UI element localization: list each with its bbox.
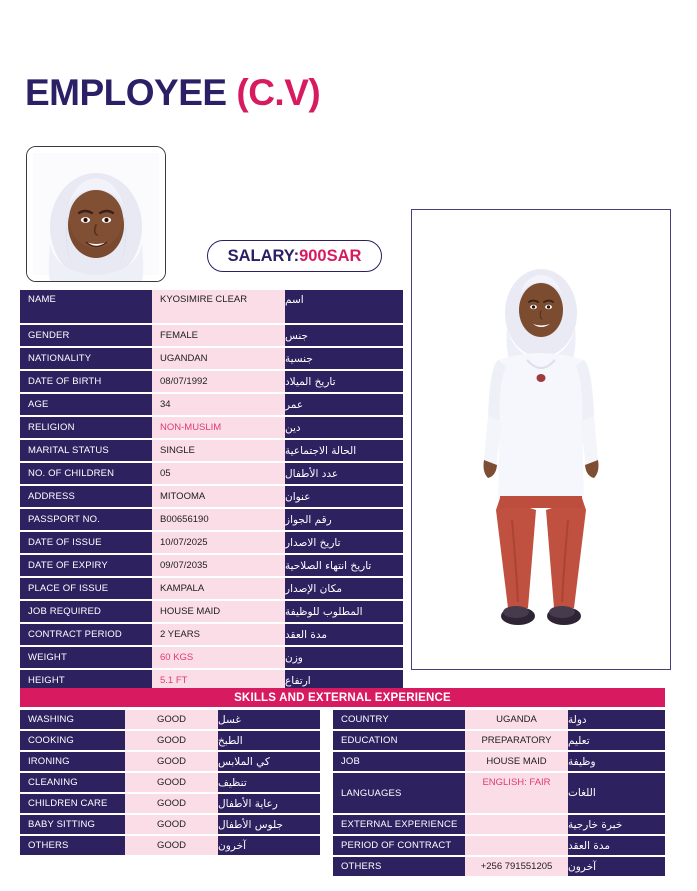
row-label: CHILDREN CARE [20, 794, 125, 813]
table-row [20, 555, 403, 576]
row-label: AGE [20, 394, 152, 415]
row-value: GOOD [125, 752, 218, 771]
row-value: 10/07/2025 [152, 532, 285, 553]
table-row [20, 394, 403, 415]
salary-label: SALARY: [227, 246, 300, 265]
row-label-arabic: تنظيف [218, 773, 320, 792]
table-row [20, 463, 403, 484]
row-value: SINGLE [152, 440, 285, 461]
row-label-arabic: اللغات [568, 773, 665, 813]
row-value: KYOSIMIRE CLEAR [152, 290, 285, 323]
row-label-arabic: تاريخ انتهاء الصلاحية [285, 555, 403, 576]
row-value: GOOD [125, 773, 218, 792]
page-title [25, 74, 320, 111]
row-label-arabic: غسل [218, 710, 320, 729]
row-label: GENDER [20, 325, 152, 346]
row-label-arabic: تاريخ الميلاد [285, 371, 403, 392]
row-label: PERIOD OF CONTRACT [333, 836, 465, 855]
row-label: WASHING [20, 710, 125, 729]
table-row [20, 647, 403, 668]
row-label-arabic: آخرون [218, 836, 320, 855]
table-row [20, 578, 403, 599]
table-row [333, 773, 665, 813]
employee-info-table [20, 290, 403, 693]
table-row [333, 815, 665, 834]
row-label: HEIGHT [20, 670, 152, 691]
row-value: GOOD [125, 836, 218, 855]
row-label-arabic: تاريخ الاصدار [285, 532, 403, 553]
table-row [20, 509, 403, 530]
table-row [20, 836, 320, 855]
table-row [20, 624, 403, 645]
row-label: BABY SITTING [20, 815, 125, 834]
row-value [465, 836, 568, 855]
row-label: ADDRESS [20, 486, 152, 507]
table-row [20, 601, 403, 622]
row-label-arabic: عدد الأطفال [285, 463, 403, 484]
table-row [20, 440, 403, 461]
row-value: 5.1 FT [152, 670, 285, 691]
row-value: PREPARATORY [465, 731, 568, 750]
row-label-arabic: دين [285, 417, 403, 438]
row-label: NO. OF CHILDREN [20, 463, 152, 484]
row-value: ENGLISH: FAIR [465, 773, 568, 813]
table-row [20, 752, 320, 771]
portrait-photo [26, 146, 166, 282]
row-label-arabic: مكان الإصدار [285, 578, 403, 599]
row-label-arabic: جنسية [285, 348, 403, 369]
table-row [20, 532, 403, 553]
row-value: KAMPALA [152, 578, 285, 599]
row-value: HOUSE MAID [152, 601, 285, 622]
row-label: DATE OF ISSUE [20, 532, 152, 553]
row-label: OTHERS [20, 836, 125, 855]
row-label: WEIGHT [20, 647, 152, 668]
row-label-arabic: دولة [568, 710, 665, 729]
row-label: EXTERNAL EXPERIENCE [333, 815, 465, 834]
row-label: RELIGION [20, 417, 152, 438]
table-row [20, 348, 403, 369]
row-label-arabic: وظيفة [568, 752, 665, 771]
row-label: CLEANING [20, 773, 125, 792]
external-experience-table [333, 710, 665, 878]
table-row [20, 325, 403, 346]
row-label-arabic: تعليم [568, 731, 665, 750]
row-label-arabic: الطبخ [218, 731, 320, 750]
row-value: 09/07/2035 [152, 555, 285, 576]
row-label-arabic: كي الملابس [218, 752, 320, 771]
row-label-arabic: اسم [285, 290, 403, 323]
table-row [333, 836, 665, 855]
portrait-photo-image [27, 147, 165, 281]
row-label: PLACE OF ISSUE [20, 578, 152, 599]
table-row [20, 815, 320, 834]
row-value: GOOD [125, 815, 218, 834]
row-label: DATE OF BIRTH [20, 371, 152, 392]
row-label: JOB REQUIRED [20, 601, 152, 622]
row-label-arabic: مدة العقد [285, 624, 403, 645]
row-value: 08/07/1992 [152, 371, 285, 392]
row-value: HOUSE MAID [465, 752, 568, 771]
row-label: LANGUAGES [333, 773, 465, 813]
row-label: OTHERS [333, 857, 465, 876]
row-label: NATIONALITY [20, 348, 152, 369]
salary-value: 900SAR [299, 246, 362, 265]
row-value: 60 KGS [152, 647, 285, 668]
row-value: 34 [152, 394, 285, 415]
table-row [20, 371, 403, 392]
table-row [333, 731, 665, 750]
table-row [20, 486, 403, 507]
table-row [20, 417, 403, 438]
row-label-arabic: المطلوب للوظيفة [285, 601, 403, 622]
row-label-arabic: مدة العقد [568, 836, 665, 855]
row-label-arabic: ارتفاع [285, 670, 403, 691]
row-label: CONTRACT PERIOD [20, 624, 152, 645]
table-row [333, 752, 665, 771]
full-body-illustration [412, 210, 670, 669]
table-row [20, 290, 403, 323]
row-label-arabic: آخرون [568, 857, 665, 876]
row-value: GOOD [125, 731, 218, 750]
table-row [20, 794, 320, 813]
row-label-arabic: جنس [285, 325, 403, 346]
portrait-illustration [27, 147, 165, 281]
row-value: +256 791551205 [465, 857, 568, 876]
skills-section-header: SKILLS AND EXTERNAL EXPERIENCE [20, 688, 665, 707]
page-title-accent: (C.V) [236, 72, 321, 113]
row-value: UGANDA [465, 710, 568, 729]
row-label: COOKING [20, 731, 125, 750]
row-value: B00656190 [152, 509, 285, 530]
salary-badge [207, 240, 382, 272]
row-label-arabic: الحالة الاجتماعية [285, 440, 403, 461]
table-row [20, 710, 320, 729]
row-label: IRONING [20, 752, 125, 771]
row-label-arabic: رعاية الأطفال [218, 794, 320, 813]
row-value: 05 [152, 463, 285, 484]
row-label-arabic: عنوان [285, 486, 403, 507]
row-label-arabic: عمر [285, 394, 403, 415]
row-value: UGANDAN [152, 348, 285, 369]
full-body-photo [411, 209, 671, 670]
table-row [20, 773, 320, 792]
row-label-arabic: خبرة خارجية [568, 815, 665, 834]
row-label: JOB [333, 752, 465, 771]
row-value [465, 815, 568, 834]
row-label-arabic: جلوس الأطفال [218, 815, 320, 834]
page-title-main: EMPLOYEE [25, 72, 237, 113]
row-value: GOOD [125, 710, 218, 729]
row-label: COUNTRY [333, 710, 465, 729]
row-label: DATE OF EXPIRY [20, 555, 152, 576]
row-value: MITOOMA [152, 486, 285, 507]
table-row [333, 710, 665, 729]
row-value: FEMALE [152, 325, 285, 346]
row-label: PASSPORT NO. [20, 509, 152, 530]
row-label: MARITAL STATUS [20, 440, 152, 461]
row-label-arabic: وزن [285, 647, 403, 668]
skills-table [20, 710, 320, 857]
row-value: GOOD [125, 794, 218, 813]
table-row [20, 731, 320, 750]
table-row [333, 857, 665, 876]
row-label: EDUCATION [333, 731, 465, 750]
row-label: NAME [20, 290, 152, 323]
row-label-arabic: رقم الجواز [285, 509, 403, 530]
row-value: NON-MUSLIM [152, 417, 285, 438]
row-value: 2 YEARS [152, 624, 285, 645]
